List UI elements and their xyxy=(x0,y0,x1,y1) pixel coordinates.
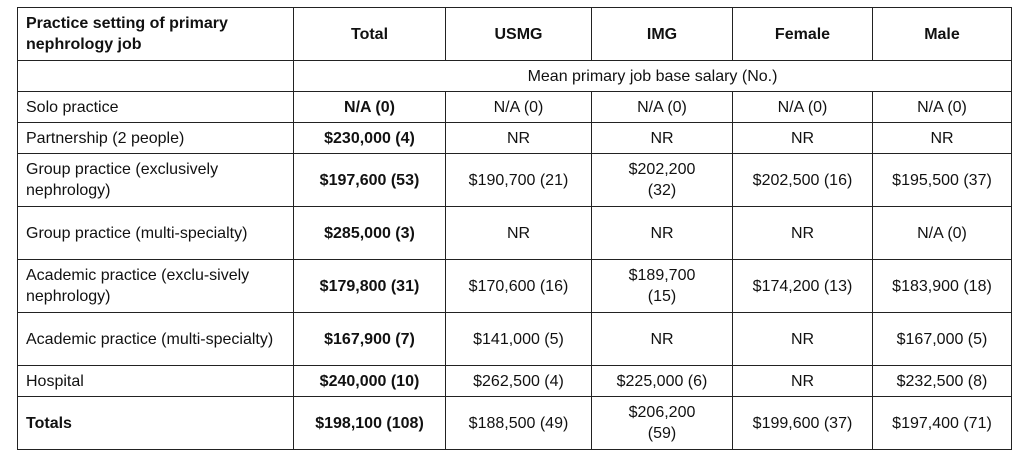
salary-table xyxy=(17,7,1012,450)
header-male: Male xyxy=(873,8,1012,61)
cell-male: N/A (0) xyxy=(873,92,1012,123)
row-label: Group practice (exclusively nephrology) xyxy=(18,154,294,207)
cell-img: N/A (0) xyxy=(592,92,733,123)
totals-label: Totals xyxy=(18,397,294,450)
cell-female: NR xyxy=(733,207,873,260)
subheader-label: Mean primary job base salary (No.) xyxy=(294,61,1012,92)
cell-img: NR xyxy=(592,313,733,366)
row-label: Partnership (2 people) xyxy=(18,123,294,154)
row-label: Solo practice xyxy=(18,92,294,123)
table-row xyxy=(18,366,1012,397)
cell-img: $206,200 (59) xyxy=(592,397,733,450)
cell-total: $230,000 (4) xyxy=(294,123,446,154)
cell-female: N/A (0) xyxy=(733,92,873,123)
cell-img: $189,700 (15) xyxy=(592,260,733,313)
cell-usmg: $170,600 (16) xyxy=(446,260,592,313)
header-female: Female xyxy=(733,8,873,61)
cell-female: $199,600 (37) xyxy=(733,397,873,450)
cell-female: $202,500 (16) xyxy=(733,154,873,207)
row-label: Hospital xyxy=(18,366,294,397)
cell-usmg: $190,700 (21) xyxy=(446,154,592,207)
cell-male: NR xyxy=(873,123,1012,154)
cell-total: $198,100 (108) xyxy=(294,397,446,450)
cell-female: $174,200 (13) xyxy=(733,260,873,313)
table-row xyxy=(18,92,1012,123)
cell-usmg: NR xyxy=(446,207,592,260)
cell-img: NR xyxy=(592,207,733,260)
cell-total: N/A (0) xyxy=(294,92,446,123)
totals-row xyxy=(18,397,1012,450)
cell-total: $240,000 (10) xyxy=(294,366,446,397)
cell-usmg: N/A (0) xyxy=(446,92,592,123)
cell-img: $225,000 (6) xyxy=(592,366,733,397)
cell-total: $179,800 (31) xyxy=(294,260,446,313)
row-label: Academic practice (exclu-sively nephrology) xyxy=(18,260,294,313)
header-usmg: USMG xyxy=(446,8,592,61)
table-row xyxy=(18,154,1012,207)
header-total: Total xyxy=(294,8,446,61)
cell-usmg: NR xyxy=(446,123,592,154)
header-img: IMG xyxy=(592,8,733,61)
row-label: Group practice (multi-specialty) xyxy=(18,207,294,260)
cell-total: $197,600 (53) xyxy=(294,154,446,207)
cell-female: NR xyxy=(733,313,873,366)
cell-total: $285,000 (3) xyxy=(294,207,446,260)
cell-male: N/A (0) xyxy=(873,207,1012,260)
cell-img: $202,200 (32) xyxy=(592,154,733,207)
subheader-row xyxy=(18,61,1012,92)
subheader-empty-cell xyxy=(18,61,294,92)
cell-male: $183,900 (18) xyxy=(873,260,1012,313)
cell-female: NR xyxy=(733,366,873,397)
cell-male: $167,000 (5) xyxy=(873,313,1012,366)
table-row xyxy=(18,313,1012,366)
cell-female: NR xyxy=(733,123,873,154)
cell-total: $167,900 (7) xyxy=(294,313,446,366)
cell-usmg: $262,500 (4) xyxy=(446,366,592,397)
row-label: Academic practice (multi-specialty) xyxy=(18,313,294,366)
table-row xyxy=(18,123,1012,154)
cell-img: NR xyxy=(592,123,733,154)
table-row xyxy=(18,207,1012,260)
cell-usmg: $141,000 (5) xyxy=(446,313,592,366)
cell-male: $232,500 (8) xyxy=(873,366,1012,397)
table-row xyxy=(18,260,1012,313)
cell-male: $197,400 (71) xyxy=(873,397,1012,450)
header-practice-setting: Practice setting of primary nephrology job xyxy=(18,8,294,61)
cell-male: $195,500 (37) xyxy=(873,154,1012,207)
cell-usmg: $188,500 (49) xyxy=(446,397,592,450)
header-row xyxy=(18,8,1012,61)
